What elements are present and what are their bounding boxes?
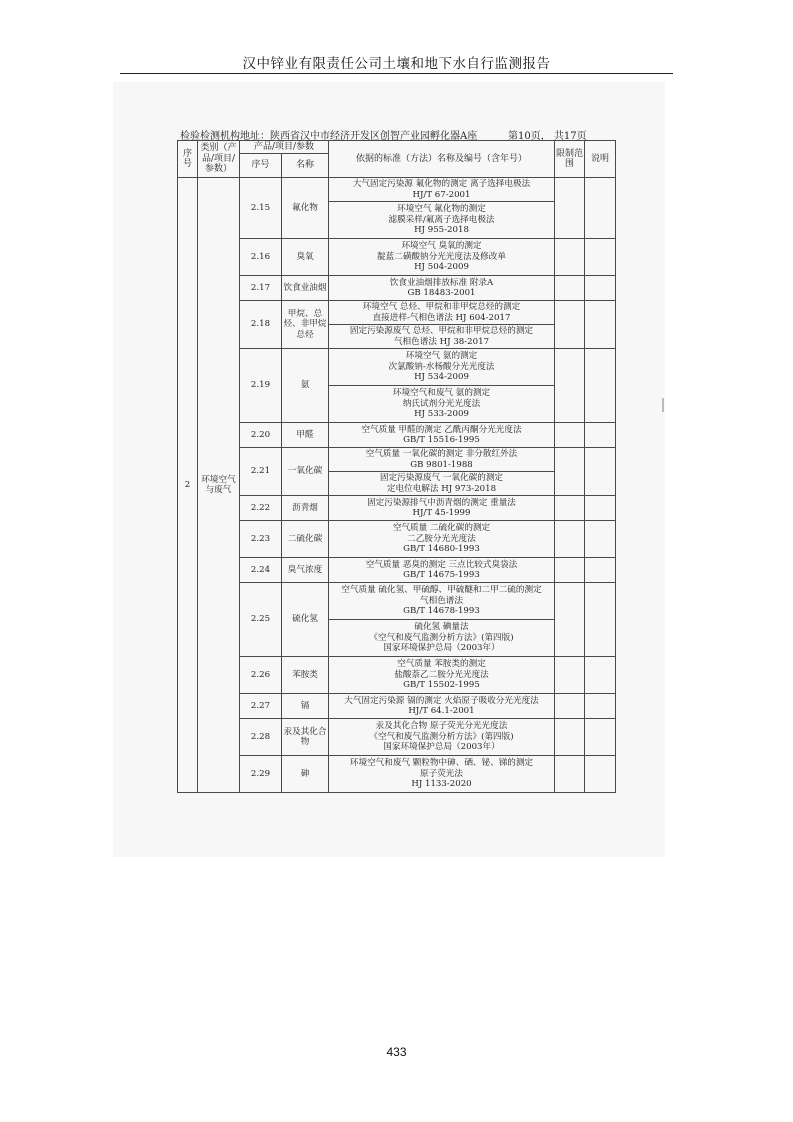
table-row	[178, 239, 616, 276]
standard-method	[329, 325, 555, 349]
note-cell	[585, 349, 616, 423]
standard-line: 固定污染源废气 总烃、甲烷和非甲烷总烃的测定	[349, 326, 534, 336]
standard-line: GB/T 15502-1995	[403, 680, 480, 691]
table-row	[178, 756, 616, 793]
standard-line: 纳氏试剂分光光度法	[402, 398, 481, 409]
header-no: 序号	[178, 141, 198, 178]
item-name: 二硫化碳	[282, 521, 329, 558]
note-cell	[585, 423, 616, 448]
table-row	[178, 423, 616, 448]
table-row	[178, 583, 616, 620]
standard-line: GB/T 15516-1995	[403, 435, 480, 445]
standard-method	[329, 202, 555, 239]
standard-method	[329, 694, 555, 719]
item-seq: 2.17	[240, 276, 282, 301]
header-divider	[120, 73, 673, 74]
item-seq: 2.21	[240, 448, 282, 496]
note-cell	[585, 521, 616, 558]
item-name: 镉	[282, 694, 329, 719]
standard-line: 二乙胺分光光度法	[407, 533, 476, 544]
standard-method	[329, 496, 555, 521]
header-product-group: 产品/项目/参数	[240, 141, 329, 154]
standard-line: 盐酸萘乙二胺分光光度法	[394, 669, 489, 680]
page-indicator: 第10页， 共17页	[508, 131, 587, 142]
standard-method	[329, 239, 555, 276]
item-seq: 2.24	[240, 558, 282, 583]
standard-line: 国家环境保护总局（2003年）	[383, 643, 500, 654]
item-seq: 2.28	[240, 719, 282, 756]
note-cell	[585, 496, 616, 521]
standard-line: GB 18483-2001	[407, 288, 476, 298]
standard-line: 饮食业油烟排放标准 附录A	[389, 277, 494, 288]
standard-line: 大气固定污染源 镉的测定 火焰原子吸收分光光度法	[344, 695, 539, 706]
standard-method	[329, 386, 555, 423]
note-cell	[585, 657, 616, 694]
note-cell	[585, 276, 616, 301]
table-row	[178, 558, 616, 583]
standard-method	[329, 178, 555, 202]
standard-method	[329, 423, 555, 448]
item-name: 臭气浓度	[282, 558, 329, 583]
table-row	[178, 694, 616, 719]
note-cell	[585, 719, 616, 756]
header-seq: 序号	[240, 154, 282, 178]
standard-line: 汞及其化合物 原子荧光分光光度法	[375, 721, 508, 732]
standard-line: 空气质量 二硫化碳的测定	[392, 523, 491, 534]
standard-method	[329, 657, 555, 694]
header-standard: 依据的标准（方法）名称及编号（含年号）	[329, 141, 555, 178]
item-name: 苯胺类	[282, 657, 329, 694]
header-name: 名称	[282, 154, 329, 178]
limit-cell	[555, 521, 585, 558]
limit-cell	[555, 349, 585, 423]
item-seq: 2.19	[240, 349, 282, 423]
standard-line: 环境空气和废气 颗粒物中砷、硒、铋、锑的测定	[349, 758, 534, 769]
standard-method	[329, 583, 555, 620]
limit-cell	[555, 657, 585, 694]
standard-line: 次氯酸钠-水杨酸分光光度法	[388, 361, 495, 372]
item-seq: 2.26	[240, 657, 282, 694]
standards-table	[177, 140, 616, 793]
limit-cell	[555, 558, 585, 583]
standard-line: 环境空气 氟化物的测定	[397, 204, 486, 215]
note-cell	[585, 756, 616, 793]
standard-method	[329, 472, 555, 496]
limit-cell	[555, 448, 585, 496]
header-note: 说明	[585, 141, 616, 178]
item-seq: 2.18	[240, 301, 282, 349]
table-row	[178, 349, 616, 386]
standard-line: 环境空气 臭氧的测定	[401, 241, 482, 252]
standard-method	[329, 558, 555, 583]
item-name: 甲醛	[282, 423, 329, 448]
standard-method	[329, 301, 555, 325]
group-number: 2	[178, 178, 198, 793]
standard-line: 滤膜采样/氟离子选择电极法	[388, 214, 495, 225]
header-category: 类别（产品/项目/参数）	[198, 141, 240, 178]
limit-cell	[555, 583, 585, 657]
standard-line: 空气质量 恶臭的测定 三点比较式臭袋法	[365, 559, 518, 570]
standard-method	[329, 349, 555, 386]
standard-line: 空气质量 硫化氢、甲硫醇、甲硫醚和二甲二硫的测定	[341, 585, 542, 596]
standard-line: 固定污染源废气 一氧化碳的测定	[379, 473, 504, 483]
standard-line: 气相色谱法	[420, 595, 463, 606]
note-cell	[585, 448, 616, 496]
standard-line: HJ 534-2009	[414, 372, 469, 383]
group-category: 环境空气与废气	[198, 178, 240, 793]
standard-method	[329, 620, 555, 657]
item-name: 臭氧	[282, 239, 329, 276]
item-seq: 2.29	[240, 756, 282, 793]
standard-line: 环境空气和废气 氨的测定	[392, 388, 491, 399]
standard-line: 环境空气 氨的测定	[405, 351, 478, 362]
limit-cell	[555, 276, 585, 301]
table-row	[178, 496, 616, 521]
standard-line: 定电位电解法 HJ 973-2018	[386, 483, 497, 494]
standard-method	[329, 719, 555, 756]
table-row	[178, 521, 616, 558]
note-cell	[585, 178, 616, 239]
header-limit: 限制范围	[555, 141, 585, 178]
standard-line: HJ/T 64.1-2001	[408, 706, 475, 716]
page-number: 433	[386, 1045, 407, 1059]
standard-line: HJ 955-2018	[414, 225, 469, 236]
limit-cell	[555, 178, 585, 239]
standard-line: 大气固定污染源 氟化物的测定 离子选择电极法	[352, 179, 531, 189]
item-seq: 2.16	[240, 239, 282, 276]
limit-cell	[555, 301, 585, 349]
item-name: 汞及其化合物	[282, 719, 329, 756]
item-name: 硫化氢	[282, 583, 329, 657]
item-name: 氟化物	[282, 178, 329, 239]
note-cell	[585, 239, 616, 276]
note-cell	[585, 583, 616, 657]
standard-line: 空气质量 苯胺类的测定	[397, 659, 486, 670]
item-name: 氨	[282, 349, 329, 423]
limit-cell	[555, 239, 585, 276]
table-row	[178, 178, 616, 202]
item-name: 一氧化碳	[282, 448, 329, 496]
standard-line: GB/T 14678-1993	[403, 606, 480, 617]
limit-cell	[555, 694, 585, 719]
item-name: 甲烷、总烃、非甲烷总烃	[282, 301, 329, 349]
table-row	[178, 301, 616, 325]
item-seq: 2.25	[240, 583, 282, 657]
standard-line: 气相色谱法 HJ 38-2017	[393, 336, 490, 347]
standard-method	[329, 521, 555, 558]
standard-line: HJ/T 45-1999	[412, 508, 471, 518]
scan-edge-mark	[662, 398, 664, 412]
limit-cell	[555, 496, 585, 521]
table-row	[178, 448, 616, 472]
note-cell	[585, 301, 616, 349]
item-seq: 2.20	[240, 423, 282, 448]
table-row	[178, 719, 616, 756]
limit-cell	[555, 756, 585, 793]
standard-line: HJ/T 67-2001	[412, 189, 471, 200]
table-row	[178, 657, 616, 694]
table-header-row	[178, 141, 616, 154]
standard-line: GB/T 14680-1993	[403, 544, 480, 555]
item-seq: 2.27	[240, 694, 282, 719]
item-seq: 2.22	[240, 496, 282, 521]
standard-line: 环境空气 总烃、甲烷和非甲烷总烃的测定	[362, 302, 521, 312]
lab-address: 检验检测机构地址：陕西省汉中市经济开发区创智产业园孵化器A座	[180, 131, 478, 142]
standard-method	[329, 276, 555, 301]
note-cell	[585, 558, 616, 583]
item-name: 饮食业油烟	[282, 276, 329, 301]
standard-line: 空气质量 一氧化碳的测定 非分散红外法	[365, 449, 518, 459]
standard-line: 空气质量 甲醛的测定 乙酰丙酮分光光度法	[361, 424, 522, 435]
standard-method	[329, 448, 555, 472]
standard-line: GB 9801-1988	[410, 459, 473, 470]
standard-line: HJ 504-2009	[414, 262, 469, 273]
standard-line: 硫化氢 碘量法	[414, 622, 469, 633]
report-header-title: 汉中锌业有限责任公司土壤和地下水自行监测报告	[242, 56, 551, 72]
item-name: 砷	[282, 756, 329, 793]
note-cell	[585, 694, 616, 719]
item-seq: 2.23	[240, 521, 282, 558]
standard-method	[329, 756, 555, 793]
limit-cell	[555, 423, 585, 448]
limit-cell	[555, 719, 585, 756]
item-seq: 2.15	[240, 178, 282, 239]
standard-line: 国家环境保护总局（2003年）	[383, 742, 500, 753]
standard-line: 《空气和废气监测分析方法》(第四版)	[369, 632, 514, 643]
standard-line: 原子荧光法	[420, 768, 463, 779]
standard-line: 《空气和废气监测分析方法》(第四版)	[369, 731, 514, 742]
standard-line: GB/T 14675-1993	[403, 570, 480, 580]
standard-line: 靛蓝二磺酸钠分光光度法及修改单	[377, 251, 506, 262]
table-row	[178, 276, 616, 301]
standard-line: HJ 1133-2020	[411, 779, 472, 790]
standard-line: 直接进样-气相色谱法 HJ 604-2017	[372, 312, 511, 323]
standard-line: HJ 533-2009	[414, 409, 469, 420]
item-name: 沥青烟	[282, 496, 329, 521]
standard-line: 固定污染源排气中沥青烟的测定 重量法	[367, 497, 516, 508]
